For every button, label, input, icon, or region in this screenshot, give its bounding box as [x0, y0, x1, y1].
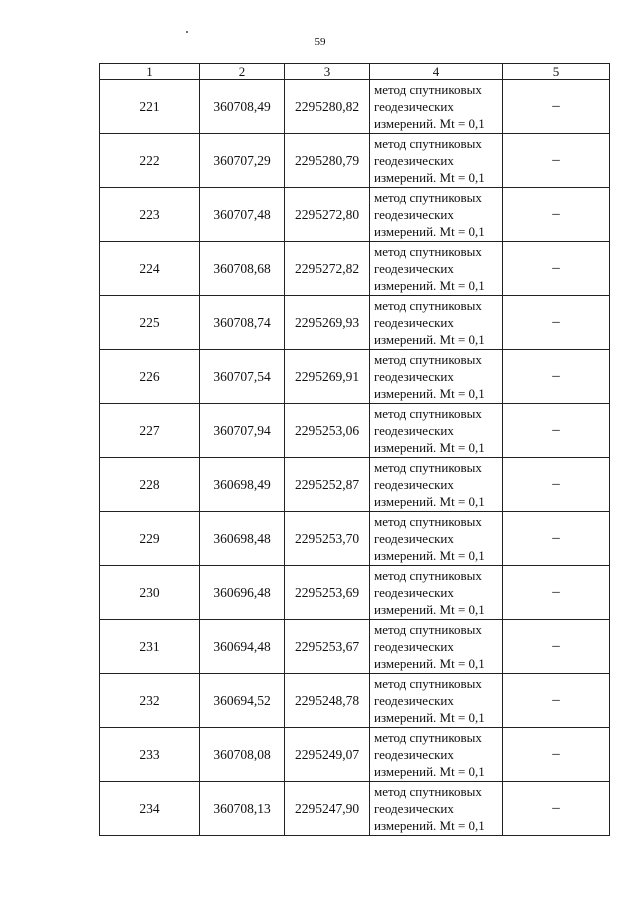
method-text-line: измерений. Mt = 0,1 [374, 386, 485, 401]
description-cell: – [503, 134, 610, 188]
description-cell: – [503, 350, 610, 404]
y-coordinate-cell: 2295247,90 [285, 782, 370, 836]
point-number-cell: 221 [100, 80, 200, 134]
table-row [100, 782, 610, 836]
point-number-cell: 232 [100, 674, 200, 728]
point-number-cell: 233 [100, 728, 200, 782]
y-coordinate-cell: 2295252,87 [285, 458, 370, 512]
method-text-line: метод спутниковых [374, 136, 482, 151]
table-row [100, 188, 610, 242]
method-cell [370, 458, 503, 512]
description-cell: – [503, 296, 610, 350]
method-text-line: геодезических [374, 477, 454, 492]
y-coordinate-cell: 2295269,91 [285, 350, 370, 404]
method-text-line: метод спутниковых [374, 298, 482, 313]
description-cell: – [503, 728, 610, 782]
point-number-cell: 234 [100, 782, 200, 836]
y-coordinate-cell: 2295269,93 [285, 296, 370, 350]
method-text-line: метод спутниковых [374, 514, 482, 529]
point-number-cell: 228 [100, 458, 200, 512]
method-text-line: измерений. Mt = 0,1 [374, 818, 485, 833]
method-text-line: метод спутниковых [374, 82, 482, 97]
method-text-line: измерений. Mt = 0,1 [374, 170, 485, 185]
method-cell [370, 566, 503, 620]
x-coordinate-cell: 360707,54 [200, 350, 285, 404]
page-number: 59 [314, 36, 326, 48]
header-col-1: 1 [100, 64, 200, 80]
description-cell: – [503, 188, 610, 242]
method-text-line: метод спутниковых [374, 190, 482, 205]
header-col-5: 5 [503, 64, 610, 80]
point-number-cell: 223 [100, 188, 200, 242]
method-text-line: метод спутниковых [374, 784, 482, 799]
table-row [100, 242, 610, 296]
y-coordinate-cell: 2295249,07 [285, 728, 370, 782]
point-number-cell: 222 [100, 134, 200, 188]
method-cell [370, 620, 503, 674]
point-number-cell: 230 [100, 566, 200, 620]
x-coordinate-cell: 360708,08 [200, 728, 285, 782]
point-number-cell: 224 [100, 242, 200, 296]
table-row [100, 134, 610, 188]
method-text-line: геодезических [374, 99, 454, 114]
table-row [100, 350, 610, 404]
table-row [100, 566, 610, 620]
coordinates-table [99, 63, 610, 836]
table-row [100, 458, 610, 512]
description-cell: – [503, 620, 610, 674]
method-text-line: метод спутниковых [374, 244, 482, 259]
x-coordinate-cell: 360707,48 [200, 188, 285, 242]
method-text-line: измерений. Mt = 0,1 [374, 602, 485, 617]
x-coordinate-cell: 360694,48 [200, 620, 285, 674]
table-row [100, 80, 610, 134]
x-coordinate-cell: 360708,49 [200, 80, 285, 134]
method-text-line: метод спутниковых [374, 352, 482, 367]
method-cell [370, 296, 503, 350]
y-coordinate-cell: 2295272,82 [285, 242, 370, 296]
method-text-line: геодезических [374, 801, 454, 816]
method-text-line: метод спутниковых [374, 730, 482, 745]
description-cell: – [503, 458, 610, 512]
method-text-line: измерений. Mt = 0,1 [374, 332, 485, 347]
method-text-line: геодезических [374, 423, 454, 438]
method-text-line: измерений. Mt = 0,1 [374, 764, 485, 779]
method-cell [370, 404, 503, 458]
method-text-line: геодезических [374, 261, 454, 276]
table-row [100, 620, 610, 674]
method-text-line: геодезических [374, 585, 454, 600]
method-cell [370, 242, 503, 296]
table-header [100, 64, 610, 80]
table-row [100, 512, 610, 566]
scan-speck [186, 31, 188, 33]
method-text-line: измерений. Mt = 0,1 [374, 710, 485, 725]
y-coordinate-cell: 2295280,82 [285, 80, 370, 134]
y-coordinate-cell: 2295253,69 [285, 566, 370, 620]
point-number-cell: 229 [100, 512, 200, 566]
y-coordinate-cell: 2295253,67 [285, 620, 370, 674]
description-cell: – [503, 782, 610, 836]
table-row [100, 674, 610, 728]
y-coordinate-cell: 2295253,70 [285, 512, 370, 566]
method-text-line: измерений. Mt = 0,1 [374, 116, 485, 131]
point-number-cell: 226 [100, 350, 200, 404]
method-text-line: метод спутниковых [374, 568, 482, 583]
y-coordinate-cell: 2295272,80 [285, 188, 370, 242]
method-text-line: геодезических [374, 639, 454, 654]
method-cell [370, 80, 503, 134]
method-text-line: геодезических [374, 207, 454, 222]
method-text-line: геодезических [374, 693, 454, 708]
method-cell [370, 728, 503, 782]
method-cell [370, 782, 503, 836]
method-text-line: измерений. Mt = 0,1 [374, 278, 485, 293]
method-text-line: метод спутниковых [374, 676, 482, 691]
x-coordinate-cell: 360708,68 [200, 242, 285, 296]
x-coordinate-cell: 360698,48 [200, 512, 285, 566]
table-row [100, 728, 610, 782]
method-text-line: геодезических [374, 747, 454, 762]
header-col-3: 3 [285, 64, 370, 80]
method-text-line: геодезических [374, 315, 454, 330]
x-coordinate-cell: 360707,94 [200, 404, 285, 458]
method-text-line: геодезических [374, 153, 454, 168]
table-row [100, 404, 610, 458]
header-col-4: 4 [370, 64, 503, 80]
method-text-line: геодезических [374, 531, 454, 546]
method-text-line: метод спутниковых [374, 460, 482, 475]
x-coordinate-cell: 360708,74 [200, 296, 285, 350]
method-text-line: измерений. Mt = 0,1 [374, 656, 485, 671]
method-text-line: геодезических [374, 369, 454, 384]
y-coordinate-cell: 2295253,06 [285, 404, 370, 458]
description-cell: – [503, 242, 610, 296]
point-number-cell: 225 [100, 296, 200, 350]
description-cell: – [503, 512, 610, 566]
y-coordinate-cell: 2295248,78 [285, 674, 370, 728]
description-cell: – [503, 566, 610, 620]
header-col-2: 2 [200, 64, 285, 80]
table-body [100, 80, 610, 836]
method-text-line: измерений. Mt = 0,1 [374, 548, 485, 563]
method-text-line: измерений. Mt = 0,1 [374, 440, 485, 455]
method-cell [370, 674, 503, 728]
point-number-cell: 231 [100, 620, 200, 674]
description-cell: – [503, 80, 610, 134]
point-number-cell: 227 [100, 404, 200, 458]
x-coordinate-cell: 360694,52 [200, 674, 285, 728]
y-coordinate-cell: 2295280,79 [285, 134, 370, 188]
description-cell: – [503, 674, 610, 728]
method-cell [370, 350, 503, 404]
x-coordinate-cell: 360696,48 [200, 566, 285, 620]
table-row [100, 296, 610, 350]
x-coordinate-cell: 360698,49 [200, 458, 285, 512]
method-text-line: метод спутниковых [374, 406, 482, 421]
header-row [100, 64, 610, 80]
description-cell: – [503, 404, 610, 458]
method-text-line: метод спутниковых [374, 622, 482, 637]
method-text-line: измерений. Mt = 0,1 [374, 494, 485, 509]
method-cell [370, 512, 503, 566]
x-coordinate-cell: 360708,13 [200, 782, 285, 836]
x-coordinate-cell: 360707,29 [200, 134, 285, 188]
method-text-line: измерений. Mt = 0,1 [374, 224, 485, 239]
method-cell [370, 188, 503, 242]
method-cell [370, 134, 503, 188]
